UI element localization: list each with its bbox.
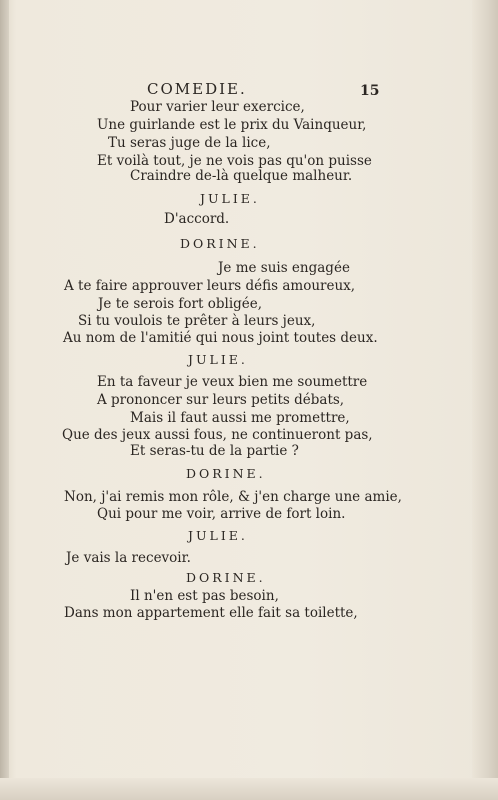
verse-line: D'accord.	[164, 211, 230, 227]
verse-line: Et voilà tout, je ne vois pas qu'on puisse	[97, 153, 372, 169]
verse-line: Pour varier leur exercice,	[130, 99, 305, 115]
verse-line: Et seras-tu de la partie ?	[130, 443, 299, 459]
verse-line: Je te serois fort obligée,	[98, 296, 263, 312]
speaker-name: DORINE.	[186, 570, 266, 585]
verse-line: A prononcer sur leurs petits débats,	[97, 392, 345, 408]
verse-line: Au nom de l'amitié qui nous joint toutes deux.	[63, 330, 378, 346]
verse-line: Craindre de-là quelque malheur.	[130, 168, 353, 184]
verse-line: Je vais la recevoir.	[66, 550, 191, 566]
verse-line: Que des jeux aussi fous, ne continueront pas,	[62, 427, 373, 443]
verse-line: Qui pour me voir, arrive de fort loin.	[97, 506, 346, 522]
verse-line: Non, j'ai remis mon rôle, & j'en charge une amie,	[64, 489, 402, 505]
speaker-name: DORINE.	[180, 236, 260, 251]
speaker-name: JULIE.	[200, 191, 260, 206]
verse-line: Une guirlande est le prix du Vainqueur,	[97, 117, 367, 133]
verse-line: Je me suis engagée	[218, 260, 350, 276]
speaker-name: JULIE.	[188, 528, 248, 543]
running-title: COMEDIE.	[147, 80, 247, 98]
verse-line: Si tu voulois te prêter à leurs jeux,	[78, 313, 316, 329]
verse-line: Tu seras juge de la lice,	[108, 135, 271, 151]
speaker-name: JULIE.	[188, 352, 248, 367]
verse-line: Il n'en est pas besoin,	[130, 588, 279, 604]
verse-line: Dans mon appartement elle fait sa toilette,	[64, 605, 358, 621]
page-number: 15	[360, 83, 380, 99]
speaker-name: DORINE.	[186, 466, 266, 481]
verse-line: En ta faveur je veux bien me soumettre	[97, 374, 368, 390]
verse-line: Mais il faut aussi me promettre,	[130, 410, 350, 426]
verse-line: A te faire approuver leurs défis amoureux,	[64, 278, 356, 294]
